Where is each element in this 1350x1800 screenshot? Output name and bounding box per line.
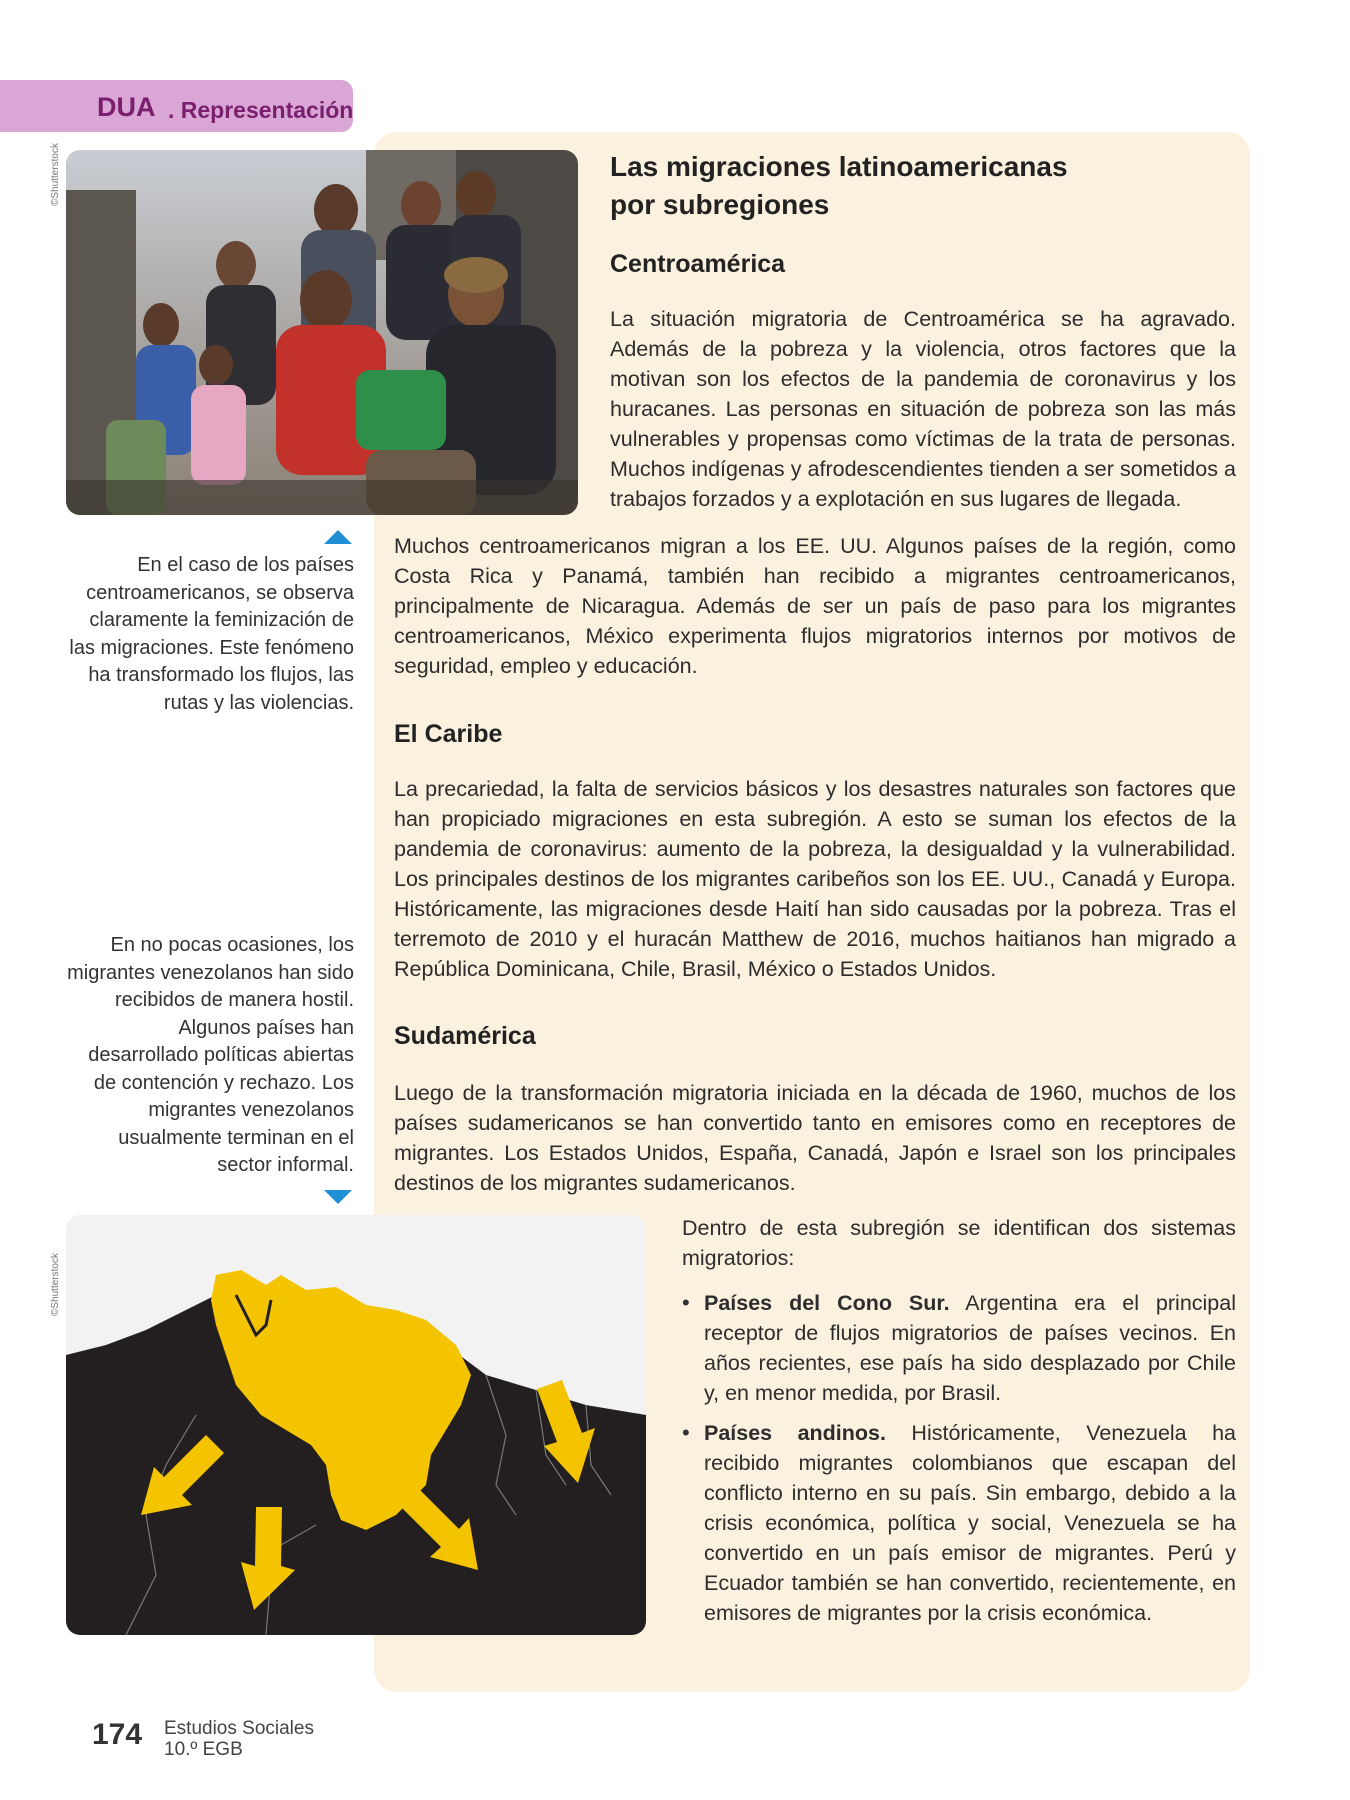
tab-dua-label: DUA (97, 92, 156, 122)
book-grade: 10.º EGB (164, 1739, 243, 1760)
list-item-body: Históricamente, Venezuela ha recibido migrantes colombianos que escapan del conflicto interno en su país. Sin embargo, debido a la crisis económica, política y social, Venezuela se ha convertido en un país emisor de migrantes. Perú y Ecuador también se han convertido, recientemente, en emisores de migrantes por la crisis económica. (704, 1421, 1236, 1625)
triangle-up-icon (324, 530, 352, 544)
title-line-1: Las migraciones latinoamericanas (610, 151, 1068, 182)
heading-centroamerica: Centroamérica (610, 250, 786, 278)
title-line-2: por subregiones (610, 189, 830, 220)
list-item (682, 1288, 1236, 1408)
bullet-icon: • (682, 1290, 690, 1315)
photo-credit: ©Shutterstock (50, 143, 61, 206)
book-title: Estudios Sociales (164, 1718, 314, 1739)
venezuela-migration-map (66, 1215, 646, 1635)
list-item-body: Argentina era el principal receptor de flujos migratorios de países vecinos. En años recientes, ese país ha sido desplazado por Chile y, en menor medida, por Brasil. (704, 1291, 1236, 1405)
triangle-down-icon (324, 1190, 352, 1204)
list-item-text (704, 1418, 1236, 1628)
bullet-icon: • (682, 1420, 690, 1445)
book-info (164, 1718, 314, 1760)
list-item (682, 1418, 1236, 1628)
page-title (610, 148, 1210, 224)
caribe-paragraph: La precariedad, la falta de servicios básicos y los desastres naturales son factores que han propiciado migraciones en esta subregión. A esto se suman los efectos de la pandemia de coronavirus: aumento de la pobreza, la desigualdad y la vulnerabilidad. Los principales destinos de los migrantes caribeños son los EE. UU., Canadá y Europa. Históricamente, las migraciones desde Haití han sido causadas por la pobreza. Tras el terremoto de 2010 y el huracán Matthew de 2016, muchos haitianos han migrado a República Dominicana, Chile, Brasil, México o Estados Unidos. (394, 777, 1236, 981)
heading-caribe: El Caribe (394, 720, 503, 748)
migration-systems-list (682, 1288, 1236, 1628)
map-credit: ©Shutterstock (50, 1253, 61, 1316)
list-item-text (704, 1288, 1236, 1408)
sudamerica-paragraph-2: Dentro de esta subregión se identifican dos sistemas migratorios: (682, 1216, 1236, 1270)
side-note-feminization: En el caso de los países centroamericanos, se observa claramente la feminización de las migraciones. Este fenómeno ha transformado los flujos, las rutas y las violencias. (69, 554, 354, 714)
sudamerica-paragraph-1: Luego de la transformación migratoria iniciada en la década de 1960, muchos de los países sudamericanos se han convertido tanto en emisores como en receptores de migrantes. Los Estados Unidos, España, Canadá, Japón e Israel son los principales destinos de los migrantes sudamericanos. (394, 1081, 1236, 1195)
tab-representacion-label: . Representación (168, 97, 354, 123)
centroamerica-paragraph-2: Muchos centroamericanos migran a los EE. UU. Algunos países de la región, como Costa Rica y Panamá, también han recibido a migrantes centroamericanos, principalmente de Nicaragua. Además de ser un país de paso para los migrantes centroamericanos, México experimenta flujos migratorios internos por motivos de seguridad, empleo y educación. (394, 534, 1236, 678)
centroamerica-paragraph-1: La situación migratoria de Centroamérica se ha agravado. Además de la pobreza y la violencia, otros factores que la motivan son los efectos de la pandemia de coronavirus y los huracanes. Las personas en situación de pobreza son las más vulnerables y propensas como víctimas de la trata de personas. Muchos indígenas y afrodescendientes tienden a ser sometidos a trabajos forzados y a explotación en sus lugares de llegada. (610, 307, 1236, 511)
migrants-photo (66, 150, 578, 515)
list-item-bold: Países andinos. (704, 1421, 886, 1445)
page-number: 174 (92, 1718, 143, 1751)
list-item-bold: Países del Cono Sur. (704, 1291, 950, 1315)
side-note-venezuela: En no pocas ocasiones, los migrantes venezolanos han sido recibidos de manera hostil. Algunos países han desarrollado políticas abiertas de contención y rechazo. Los migrantes venezolanos usualmente terminan en el sector informal. (67, 934, 354, 1176)
heading-sudamerica: Sudamérica (394, 1022, 536, 1050)
